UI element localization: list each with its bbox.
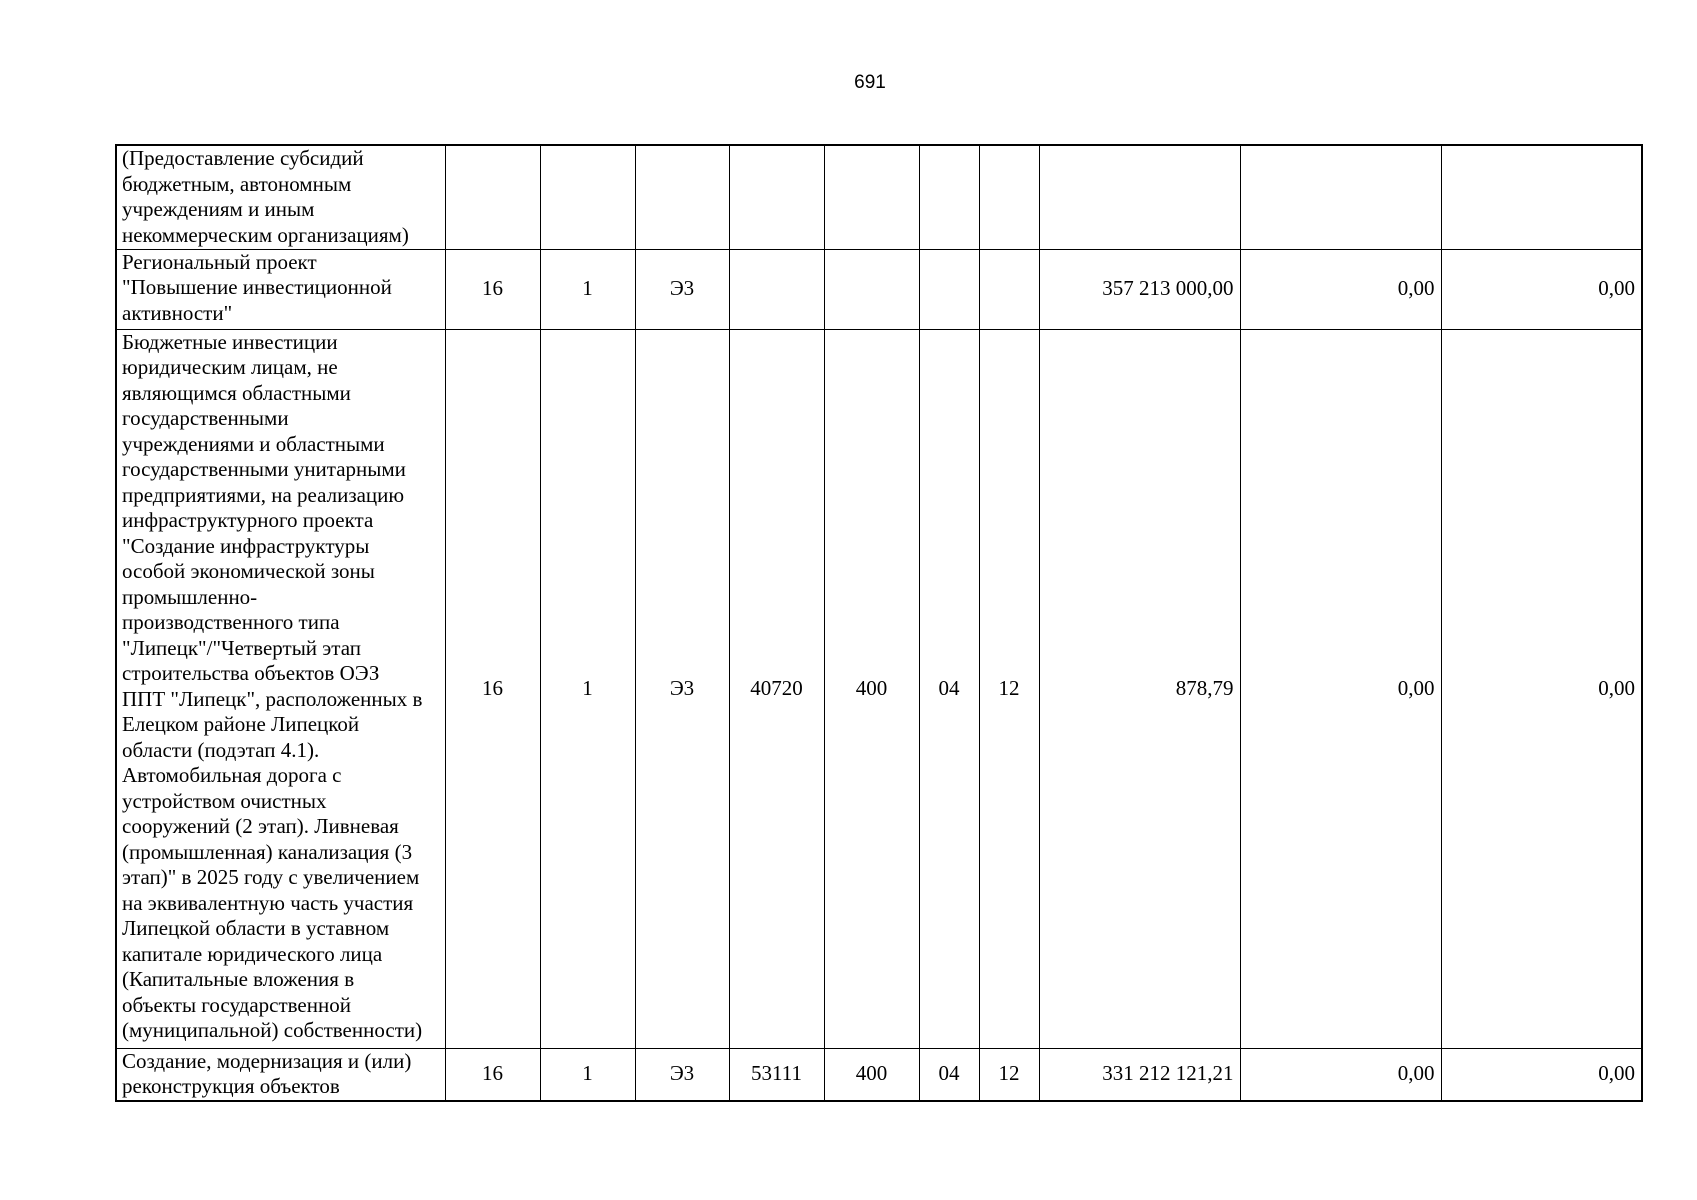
project-code-cell: Э3 — [635, 329, 729, 1048]
subprogram-code-cell: 1 — [540, 249, 635, 329]
project-code-cell: Э3 — [635, 249, 729, 329]
amount-cell-2 — [1240, 145, 1441, 249]
expense-type-cell: 400 — [824, 329, 919, 1048]
program-code-cell: 16 — [445, 329, 540, 1048]
row-name-cell: Создание, модернизация и (или) реконструкция объектов — [116, 1048, 445, 1101]
expense-type-cell: 400 — [824, 1048, 919, 1101]
program-code-cell: 16 — [445, 249, 540, 329]
program-code-cell: 16 — [445, 1048, 540, 1101]
amount-cell-1: 331 212 121,21 — [1039, 1048, 1240, 1101]
amount-cell-2: 0,00 — [1240, 329, 1441, 1048]
amount-cell-2: 0,00 — [1240, 249, 1441, 329]
project-code-cell — [635, 145, 729, 249]
section-cell — [919, 249, 979, 329]
section-cell — [919, 145, 979, 249]
direction-code-cell: 53111 — [729, 1048, 824, 1101]
direction-code-cell — [729, 145, 824, 249]
program-code-cell — [445, 145, 540, 249]
section-cell: 04 — [919, 1048, 979, 1101]
amount-cell-3: 0,00 — [1441, 249, 1642, 329]
row-name-cell: (Предоставление субсидий бюджетным, автономным учреждениям и иным некоммерческим организациям) — [116, 145, 445, 249]
table-row — [116, 329, 1642, 1048]
direction-code-cell — [729, 249, 824, 329]
expense-type-cell — [824, 249, 919, 329]
row-name-cell: Бюджетные инвестиции юридическим лицам, не являющимся областными государственными учреждениями и областными государственными унитарными предприятиями, на реализацию инфраструктурного проекта "Создание инфраструктуры особой экономической зоны промышленно- производственного типа "Липецк"/"Четвертый этап строительства объектов ОЭЗ ППТ "Липецк", расположенных в Елецком районе Липецкой области (подэтап 4.1). Автомобильная дорога с устройством очистных сооружений (2 этап). Ливневая (промышленная) канализация (3 этап)" в 2025 году с увеличением на эквивалентную часть участия Липецкой области в уставном капитале юридического лица (Капитальные вложения в объекты государственной (муниципальной) собственности) — [116, 329, 445, 1048]
subprogram-code-cell — [540, 145, 635, 249]
subsection-cell: 12 — [979, 1048, 1039, 1101]
table-row — [116, 1048, 1642, 1101]
subsection-cell — [979, 249, 1039, 329]
subsection-cell: 12 — [979, 329, 1039, 1048]
section-cell: 04 — [919, 329, 979, 1048]
table-row — [116, 249, 1642, 329]
amount-cell-1 — [1039, 145, 1240, 249]
project-code-cell: Э3 — [635, 1048, 729, 1101]
subprogram-code-cell: 1 — [540, 329, 635, 1048]
table-row — [116, 145, 1642, 249]
amount-cell-3: 0,00 — [1441, 1048, 1642, 1101]
subprogram-code-cell: 1 — [540, 1048, 635, 1101]
amount-cell-1: 357 213 000,00 — [1039, 249, 1240, 329]
expense-type-cell — [824, 145, 919, 249]
subsection-cell — [979, 145, 1039, 249]
page-number: 691 — [854, 72, 886, 93]
budget-table — [115, 144, 1643, 1102]
row-name-cell: Региональный проект "Повышение инвестиционной активности" — [116, 249, 445, 329]
amount-cell-1: 878,79 — [1039, 329, 1240, 1048]
amount-cell-3 — [1441, 145, 1642, 249]
direction-code-cell: 40720 — [729, 329, 824, 1048]
amount-cell-2: 0,00 — [1240, 1048, 1441, 1101]
amount-cell-3: 0,00 — [1441, 329, 1642, 1048]
